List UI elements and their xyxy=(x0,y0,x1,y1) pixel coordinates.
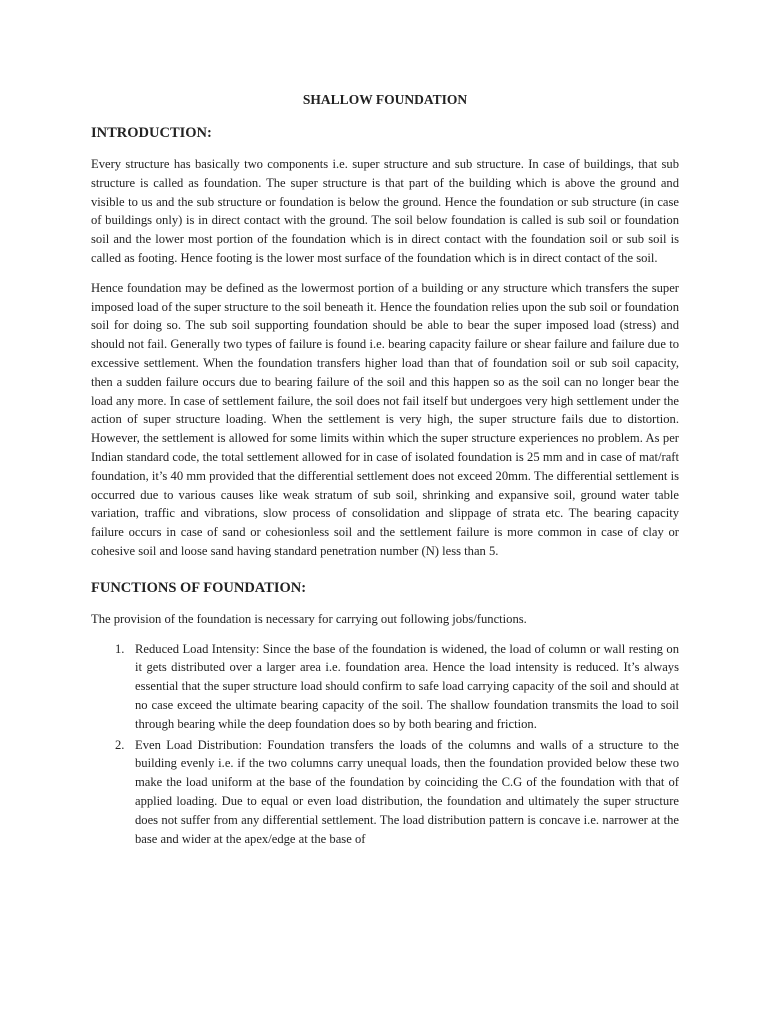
document-title: SHALLOW FOUNDATION xyxy=(302,92,468,107)
list-item-text: Even Load Distribution: Foundation transfers the loads of the columns and walls of a structure to the building evenly i.e. if the two columns carry unequal loads, then the foundation provided below these two make the load uniform at the base of the foundation by coinciding the C.G of the foundation with that of applied loading. Due to equal or even load distribution, the foundation and ultimately the super structure does not suffer from any differential settlement. The load distribution pattern is concave i.e. narrower at the base and wider at the apex/edge at the base of xyxy=(135,737,679,846)
list-item xyxy=(91,736,679,849)
list-item xyxy=(91,640,679,734)
introduction-paragraph-1: Every structure has basically two components i.e. super structure and sub structure. In case of buildings, that sub structure is called as foundation. The super structure is that part of the building which is above the ground and visible to us and the sub structure or foundation is below the ground. Hence the foundation or sub structure (in case of buildings only) is in direct contact with the ground. The soil below foundation is called is sub soil or foundation soil and the lower most portion of the foundation which is in direct contact with the foundation soil or sub soil is called as footing. Hence footing is the lower most surface of the foundation which is in direct contact of the soil. xyxy=(91,157,679,265)
list-item-text: Reduced Load Intensity: Since the base of the foundation is widened, the load of column or wall resting on it gets distributed over a larger area i.e. foundation area. Hence the load intensity is reduced. It’s always essential that the super structure load should confirm to safe load carrying capacity of the soil and should at no case exceed the ultimate bearing capacity of the soil. The shallow foundation transmits the load to soil through bearing while the deep foundation does so by both bearing and friction. xyxy=(135,641,679,731)
list-item-number: 2. xyxy=(115,737,125,752)
document-page xyxy=(91,91,679,850)
section-heading-functions: FUNCTIONS OF FOUNDATION: xyxy=(91,579,307,596)
introduction-paragraph-2: Hence foundation may be defined as the lowermost portion of a building or any structure which transfers the super imposed load of the super structure to the soil beneath it. Hence the foundation relies upon the sub soil or foundation soil for doing so. The sub soil supporting foundation should be able to bear the super imposed load (stress) and should not fail. Generally two types of failure is found i.e. bearing capacity failure or shear failure and failure due to excessive settlement. When the foundation transfers higher load than that of foundation soil or sub soil capacity, then a sudden failure occurs due to bearing failure of the soil and this happen so as the soil can no longer bear the load any more. In case of settlement failure, the soil does not fail itself but undergoes very high settlement under the action of super structure loading. When the settlement is very high, the super structure fails due to distortion. However, the settlement is allowed for some limits within which the super structure experiences no problem. As per Indian standard code, the total settlement allowed for in case of isolated foundation is 25 mm and in case of mat/raft foundation, it’s 40 mm provided that the differential settlement does not exceed 20mm. The differential settlement is occurred due to various causes like weak stratum of sub soil, shrinking and expansive soil, ground water table variation, traffic and vibrations, slow process of consolidation and slippage of strata etc. The bearing capacity failure occurs in case of sand or cohesionless soil and the settlement failure is more common in case of clay or cohesive soil and loose sand having standard penetration number (N) less than 5. xyxy=(91,280,679,558)
list-item-number: 1. xyxy=(115,641,125,656)
functions-list xyxy=(91,640,679,849)
section-heading-introduction: INTRODUCTION: xyxy=(91,125,212,141)
functions-intro-paragraph: The provision of the foundation is necessary for carrying out following jobs/functions. xyxy=(91,611,527,626)
